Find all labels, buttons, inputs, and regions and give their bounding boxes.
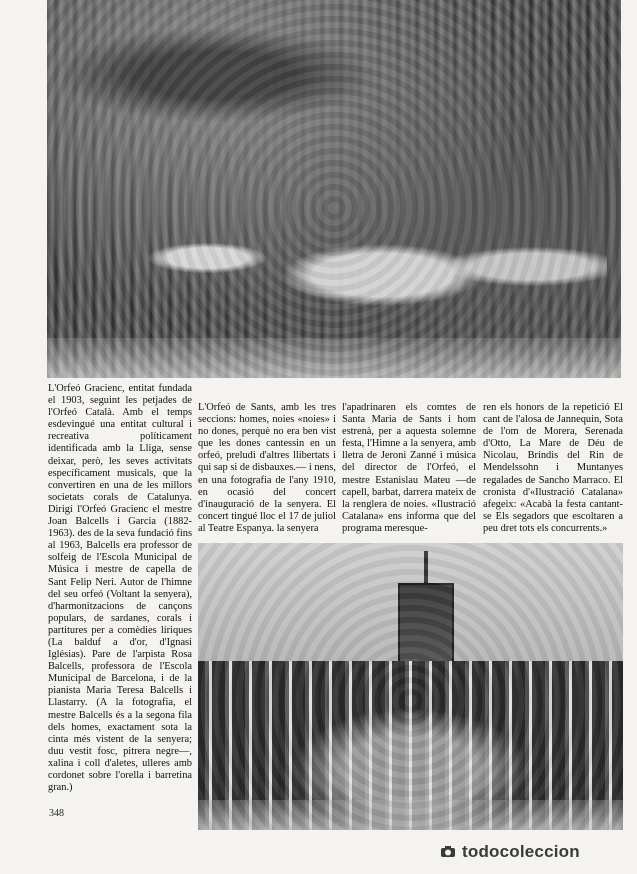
photo-floor: [198, 800, 623, 830]
page-number: 348: [49, 808, 64, 819]
photo-building-wall: [198, 543, 623, 668]
photo-senyera-banner: [398, 583, 454, 673]
photo-ground: [47, 338, 621, 378]
caption-orfeo-sants-part2: l'apadrinaren els comtes de Santa Maria de Sants i hom estrenà, per a aquesta solemne festa, l'Himne a la senyera, amb lletra de Jeroni Zanné i música del director de l'Orfeó, el mestre Estanislau Mateu —de capell, barbat, darrera mateix de la renglera de noies. «Ilustració Catalana» ens informa que del programa meresque-: [342, 402, 476, 534]
watermark-text: todocoleccion: [462, 842, 580, 861]
caption-orfeo-sants-part3: ren els honors de la repetició El cant de l'alosa de Jannequin, Sota de l'om de Morera, Serenada d'Otto, La Mare de Déu de Nicolau, Brindis del Rin de Mendelssohn i Muntanyes regalades de Sancho Marraco. El cronista d'«Ilustració Catalana» afegeix: «Acabà la festa cantant-se Els segadors que escoltaren a peu dret tots els concurrents.»: [483, 402, 623, 534]
photo-choir-women: [107, 190, 607, 360]
photo-choir-group: [198, 661, 623, 830]
watermark-logo-icon: [440, 845, 456, 859]
photo-flag-pole: [424, 551, 428, 591]
photo-trees-area: [47, 0, 467, 150]
caption-orfeo-gracienc: L'Orfeó Gracienc, entitat fundada el 1903, seguint les petjades de l'Orfeó Català. Amb el temps esdevingué una entitat cultural i recreativa políticament identificada amb la Lliga, sense deixar, però, les seves activitats específicament musicals, que la convertiren en una de les millors societats corals de Catalunya. Dirigí l'Orfeó Gracienc el mestre Joan Balcells i Garcia (1882-1963). des de la seva fundació fins al 1963, Balcells era professor de solfeig de l'Escola Municipal de Música i mestre de capella de Sant Felip Neri. Autor de l'himne del seu orfeó (Voltant la senyera), d'harmonitzacions de cançons populars, de sardanes, corals i partitures per a comèdies líriques (La balduf a d'or, d'Ignasi Iglésias). Pare de l'arpista Rosa Balcells, professora de l'Escola Municipal de Barcelona, i de la pianista Maria Teresa Balcells i Llastarry. (A la fotografia, el mestre Balcells és a la segona fila dels homes, exactament sota la cinta més vistent de la senyera; duu vestit fosc, pitrera negre—, xalina i coll d'aletes, ulleres amb cordonet sobre l'orella i barretina gran.): [48, 383, 192, 794]
photo-orfeo-sants: [198, 543, 623, 830]
photo-orfeo-gracienc: [47, 0, 621, 378]
caption-orfeo-sants-part1: L'Orfeó de Sants, amb les tres seccions: homes, noies «noies» i no dones, perquè no era ben vist que les dones cantessin en un orfeó, preludi d'altres llibertats i qui sap si de disbauxes.— i nens, en una fotografia de l'any 1910, en ocasió del concert d'inauguració de la senyera. El concert tingué lloc el 17 de juliol al Teatre Espanya. la senyera: [198, 402, 336, 534]
